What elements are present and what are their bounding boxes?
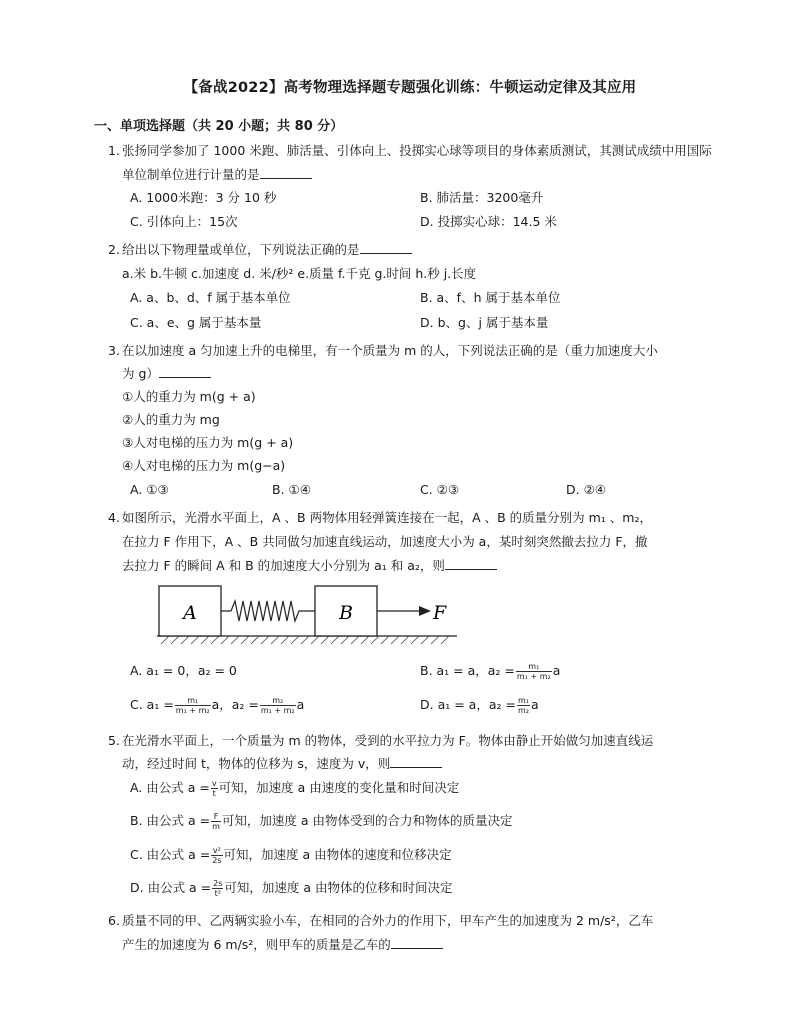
fraction-denominator: m₁ + m₂ — [260, 706, 295, 715]
fraction-numerator: 2s — [213, 879, 223, 888]
stem-text: 动，经过时间 t，物体的位移为 s，速度为 v，则 — [122, 756, 391, 771]
q3-option-a: A. ①③ — [130, 482, 169, 497]
option-text: 可知，加速度 a 由速度的变化量和时间决定 — [218, 780, 460, 795]
q5-option-d — [130, 878, 453, 898]
q3-option-c: C. ②③ — [420, 482, 460, 497]
stem-text: 给出以下物理量或单位，下列说法正确的是 — [122, 242, 360, 257]
q3-option-b: B. ①④ — [272, 482, 311, 497]
q2-items: a.米 b.牛顿 c.加速度 d. 米/秒² e.质量 f.千克 g.时间 h.秒 j.长度 — [122, 266, 477, 281]
spring-blocks-figure — [157, 581, 457, 645]
answer-blank[interactable] — [445, 555, 497, 570]
answer-blank[interactable] — [391, 934, 443, 949]
q1-option-c: C. 引体向上：15次 — [130, 214, 238, 229]
fraction — [211, 812, 221, 831]
fraction-denominator: t² — [214, 889, 221, 898]
q5-option-c — [130, 845, 452, 865]
question-4-line1: 如图所示，光滑水平面上，A 、B 两物体用轻弹簧连接在一起，A 、B 的质量分别为 m₁ 、m₂， — [122, 510, 652, 525]
question-2-stem — [122, 238, 722, 262]
option-text: B. 由公式 a = — [130, 813, 211, 828]
section-heading: 一、单项选择题（共 20 小题；共 80 分） — [94, 119, 344, 134]
question-number: 3. — [108, 343, 120, 358]
q3-statement-3: ③人对电梯的压力为 m(g + a) — [122, 435, 294, 450]
question-3-stem-line2 — [122, 362, 722, 386]
force-label: F — [433, 602, 447, 624]
option-text: C. a₁ = — [130, 697, 174, 712]
q3-statement-1: ①人的重力为 m(g + a) — [122, 389, 256, 404]
fraction — [211, 846, 222, 865]
fraction-numerator: m₁ — [517, 696, 529, 705]
fraction-denominator: m — [212, 822, 220, 831]
q2-option-a: A. a、b、d、f 属于基本单位 — [130, 290, 291, 305]
question-6-line1: 质量不同的甲、乙两辆实验小车，在相同的合外力的作用下，甲车产生的加速度为 2 m/s²，乙车 — [122, 913, 654, 928]
block-a-label: A — [183, 602, 197, 624]
option-text: D. 由公式 a = — [130, 880, 212, 895]
q4-option-c — [130, 695, 304, 715]
q1-option-a: A. 1000米跑：3 分 10 秒 — [130, 190, 277, 205]
q4-option-b — [420, 661, 560, 681]
option-text: D. a₁ = a，a₂ = — [420, 697, 516, 712]
option-text: 可知，加速度 a 由物体的位移和时间决定 — [224, 880, 453, 895]
question-number: 4. — [108, 510, 120, 525]
question-5-line1: 在光滑水平面上，一个质量为 m 的物体，受到的水平拉力为 F。物体由静止开始做匀加速直线运 — [122, 733, 654, 748]
fraction-denominator: m₁ + m₂ — [516, 672, 551, 681]
q3-option-d: D. ②④ — [566, 482, 606, 497]
question-3-stem-line1: 在以加速度 a 匀加速上升的电梯里，有一个质量为 m 的人，下列说法正确的是（重力加速度大小 — [122, 343, 658, 358]
fraction — [260, 696, 296, 715]
fraction — [211, 779, 218, 798]
question-number: 1. — [108, 143, 120, 158]
question-number: 2. — [108, 242, 120, 257]
answer-blank[interactable] — [159, 363, 211, 378]
fraction-numerator: m₂ — [260, 696, 296, 706]
fraction — [175, 696, 211, 715]
fraction-numerator: m₁ — [175, 696, 211, 706]
stem-text: 为 g） — [122, 366, 159, 381]
fraction-numerator: F — [211, 812, 221, 822]
stem-text: 张扬同学参加了 1000 米跑、肺活量、引体向上、投掷实心球等项目的身体素质测试，其测试成绩中用国际单位制单位进行计量的是 — [122, 143, 712, 182]
q1-option-d: D. 投掷实心球：14.5 米 — [420, 214, 557, 229]
question-6-line2 — [122, 933, 722, 957]
q4-option-a: A. a₁ = 0，a₂ = 0 — [130, 663, 237, 678]
answer-blank[interactable] — [260, 164, 312, 179]
option-text: A. 由公式 a = — [130, 780, 210, 795]
spring — [221, 601, 315, 621]
option-text: a，a₂ = — [211, 697, 259, 712]
fraction — [516, 662, 552, 681]
fraction-denominator: m₂ — [517, 706, 529, 715]
option-text: a — [296, 697, 305, 712]
fraction-numerator: v² — [212, 846, 221, 855]
question-4-line3 — [122, 554, 722, 578]
q1-option-b: B. 肺活量：3200毫升 — [420, 190, 544, 205]
page-title: 【备战2022】高考物理选择题专题强化训练：牛顿运动定律及其应用 — [183, 80, 637, 96]
fraction-denominator: m₁ + m₂ — [175, 706, 210, 715]
q5-option-a — [130, 778, 459, 798]
fraction-numerator: m₁ — [516, 662, 552, 672]
stem-text: 去拉力 F 的瞬间 A 和 B 的加速度大小分别为 a₁ 和 a₂，则 — [122, 558, 445, 573]
q3-statement-4: ④人对电梯的压力为 m(g−a) — [122, 458, 286, 473]
option-text: a — [552, 663, 561, 678]
q2-option-d: D. b、g、j 属于基本量 — [420, 315, 549, 330]
option-text: 可知，加速度 a 由物体的速度和位移决定 — [223, 847, 452, 862]
q4-option-d — [420, 695, 539, 715]
fraction-denominator: 2s — [212, 856, 222, 865]
question-4-line2: 在拉力 F 作用下，A 、B 共同做匀加速直线运动，加速度大小为 a，某时刻突然撤去拉力 F，撤 — [122, 534, 648, 549]
fraction — [517, 696, 530, 715]
block-b-label: B — [339, 602, 353, 624]
answer-blank[interactable] — [360, 239, 412, 254]
ground-hatching — [161, 636, 449, 644]
fraction-numerator: v — [211, 779, 217, 788]
answer-blank[interactable] — [390, 753, 442, 768]
question-1-stem — [122, 139, 722, 187]
question-number: 6. — [108, 913, 120, 928]
question-number: 5. — [108, 733, 120, 748]
q2-option-c: C. a、e、g 属于基本量 — [130, 315, 262, 330]
question-5-line2 — [122, 752, 722, 776]
stem-text: 产生的加速度为 6 m/s²，则甲车的质量是乙车的 — [122, 937, 391, 952]
q5-option-b — [130, 811, 513, 831]
option-text: B. a₁ = a，a₂ = — [420, 663, 515, 678]
option-text: 可知，加速度 a 由物体受到的合力和物体的质量决定 — [221, 813, 513, 828]
option-text: C. 由公式 a = — [130, 847, 211, 862]
option-text: a — [530, 697, 539, 712]
q2-option-b: B. a、f、h 属于基本单位 — [420, 290, 561, 305]
fraction-denominator: t — [212, 789, 216, 798]
force-arrow-head — [419, 606, 431, 616]
fraction — [212, 879, 223, 898]
q3-statement-2: ②人的重力为 mg — [122, 412, 220, 427]
